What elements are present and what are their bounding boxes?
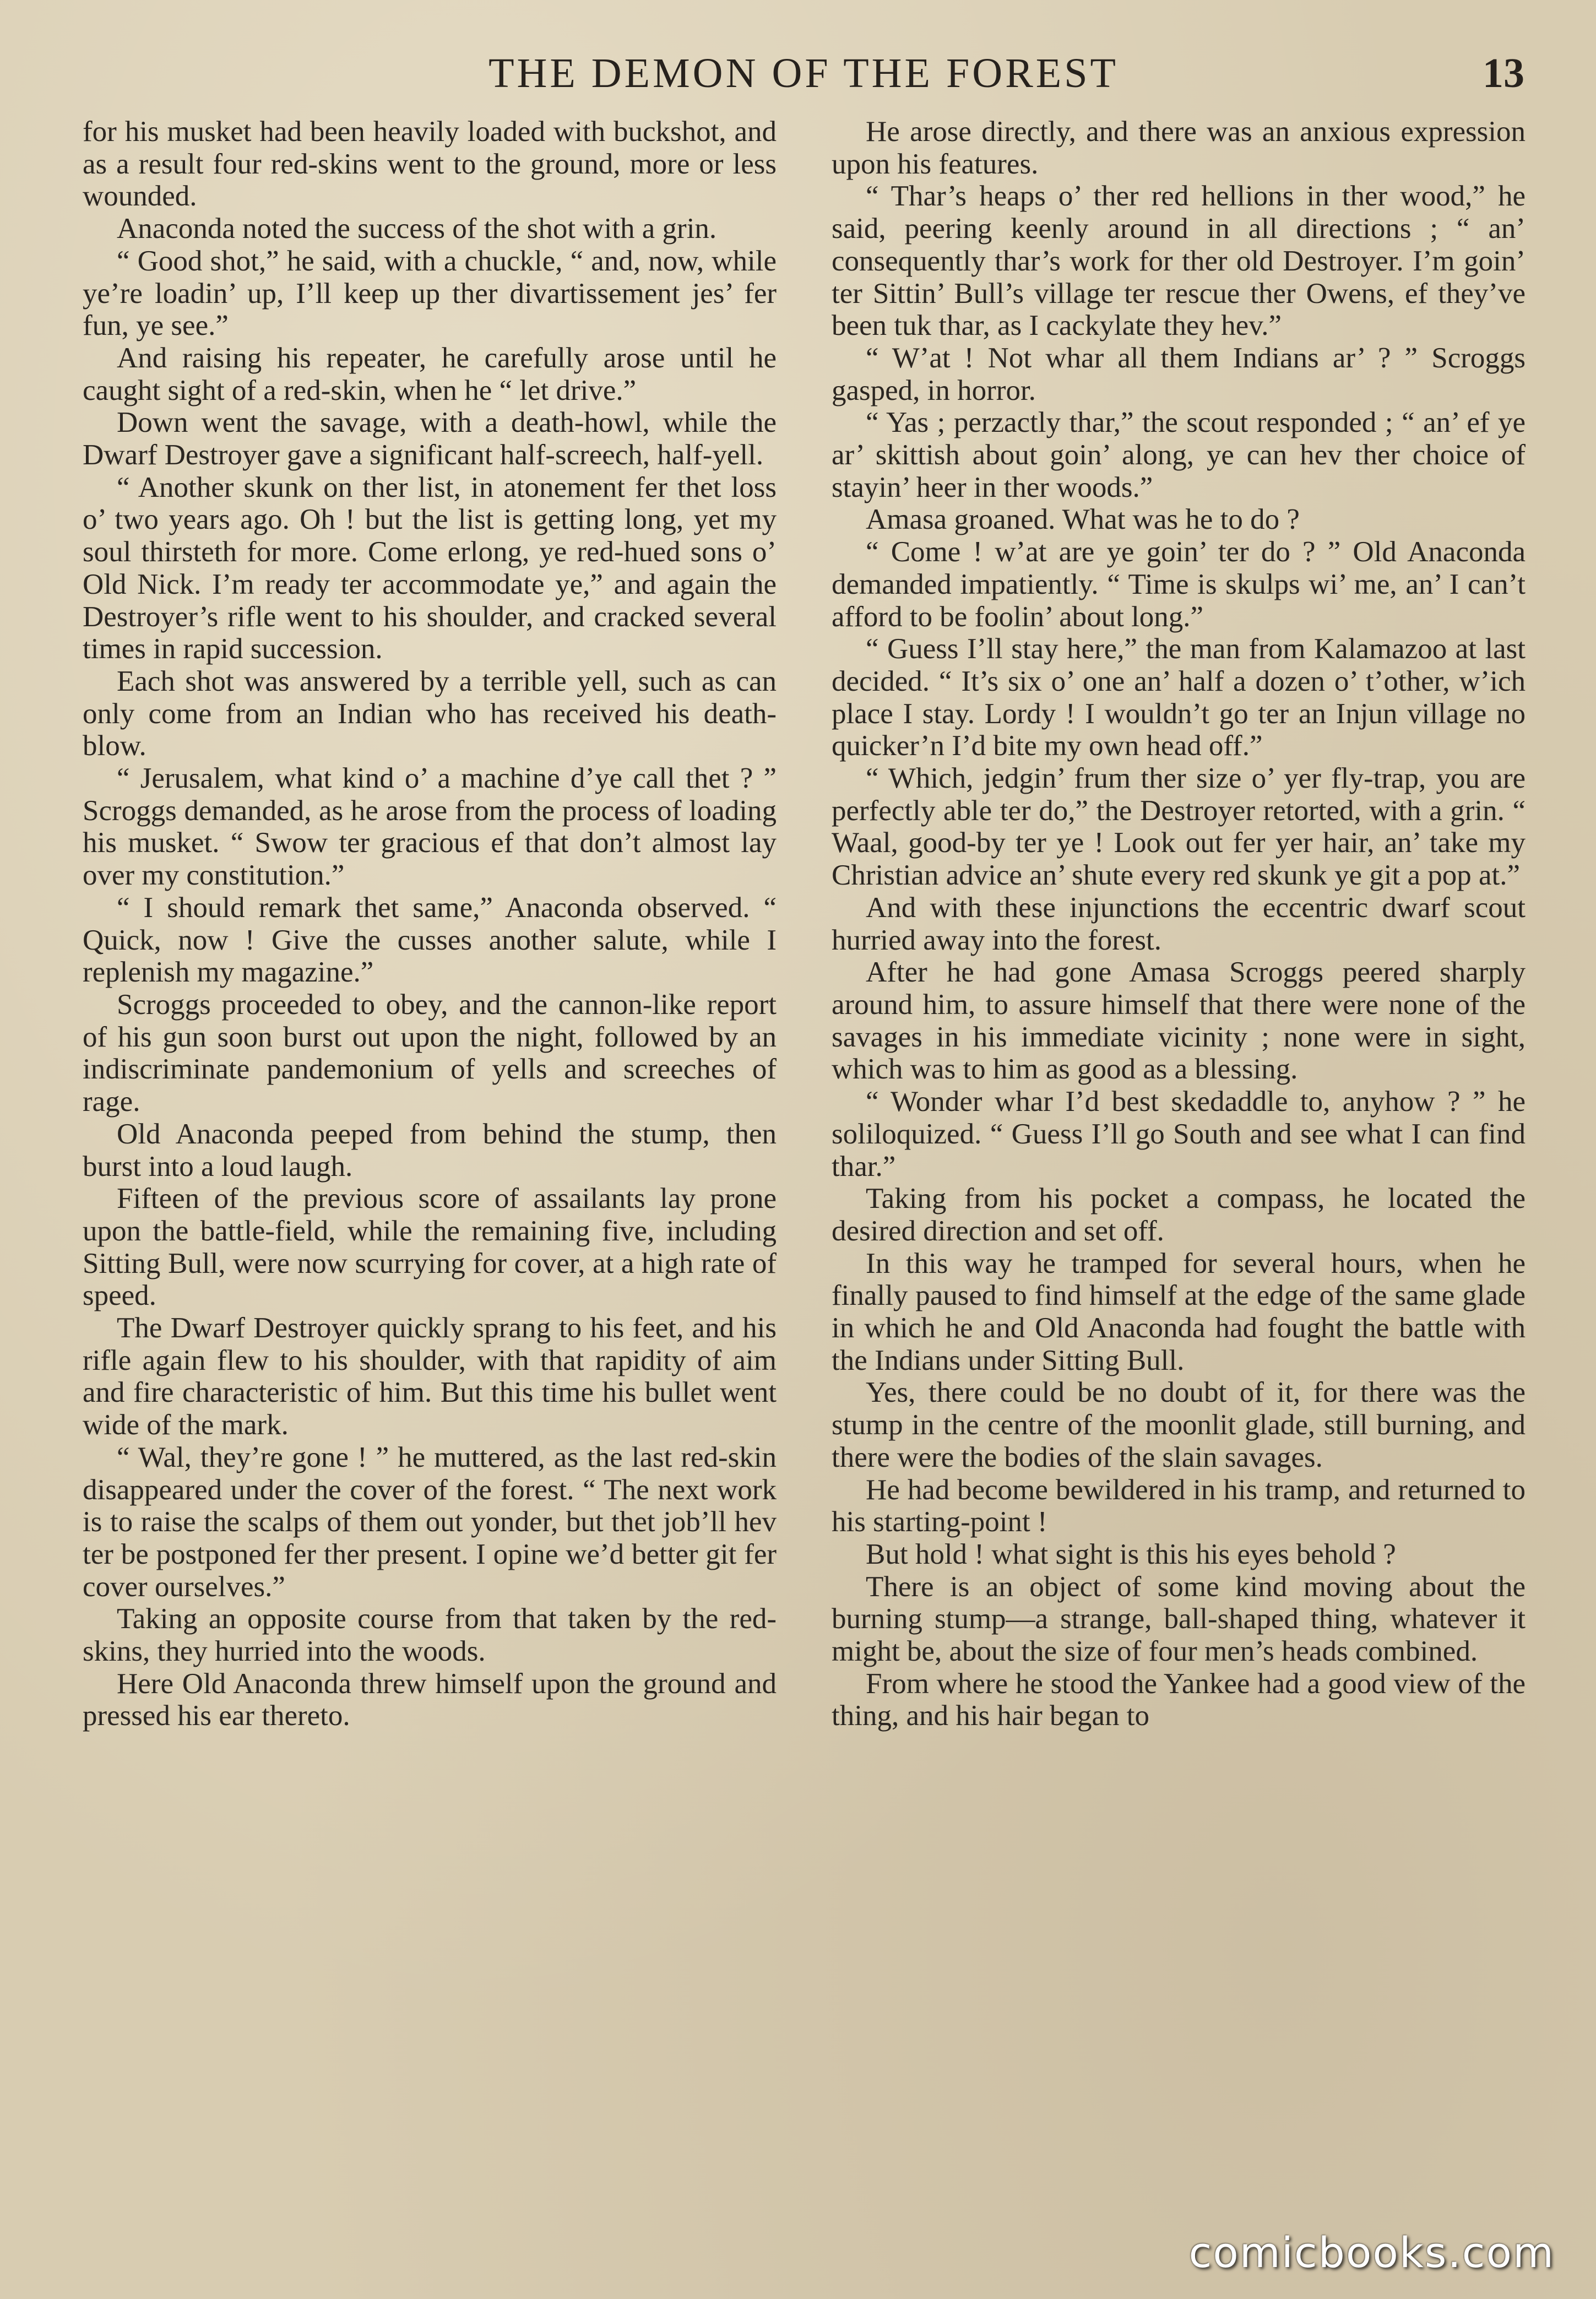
paragraph: “ Which, jedgin’ frum ther size o’ yer fly-trap, you are perfectly able ter do,” the Destroyer retorted, with a grin. “ Waal, good-by ter ye ! Look out fer yer hair, an’ take my Christian advice an’ shute every red skunk ye git a pop at.” bbox=[832, 762, 1526, 892]
paragraph: And raising his repeater, he carefully arose until he caught sight of a red-skin, when he “ let drive.” bbox=[83, 341, 777, 406]
paragraph: Yes, there could be no doubt of it, for there was the stump in the centre of the moonlit glade, still burning, and there were the bodies of the slain savages. bbox=[832, 1376, 1526, 1473]
paragraph: Down went the savage, with a death-howl, while the Dwarf Destroyer gave a significant half-screech, half-yell. bbox=[83, 406, 777, 471]
paragraph: Here Old Anaconda threw himself upon the ground and pressed his ear thereto. bbox=[83, 1667, 777, 1732]
paragraph: “ I should remark thet same,” Anaconda observed. “ Quick, now ! Give the cusses another salute, while I replenish my magazine.” bbox=[83, 891, 777, 989]
paragraph: From where he stood the Yankee had a good view of the thing, and his hair began to bbox=[832, 1667, 1526, 1732]
paragraph: He arose directly, and there was an anxious expression upon his features. bbox=[832, 116, 1526, 180]
paragraph: Scroggs proceeded to obey, and the cannon-like report of his gun soon burst out upon the night, followed by an indiscriminate pandemonium of yells and screeches of rage. bbox=[83, 988, 777, 1118]
left-column bbox=[83, 116, 777, 1732]
paragraph: “ Jerusalem, what kind o’ a machine d’ye call thet ? ” Scroggs demanded, as he arose from the process of loading his musket. “ Swow ter gracious ef that don’t almost lay over my constitution.” bbox=[83, 762, 777, 892]
paragraph: In this way he tramped for several hours, when he finally paused to find himself at the edge of the same glade in which he and Old Anaconda had fought the battle with the Indians under Sitting Bull. bbox=[832, 1247, 1526, 1376]
paragraph: “ Yas ; perzactly thar,” the scout responded ; “ an’ ef ye ar’ skittish about goin’ along, ye can hev ther choice of stayin’ heer in ther woods.” bbox=[832, 406, 1526, 503]
paragraph: “ Guess I’ll stay here,” the man from Kalamazoo at last decided. “ It’s six o’ one an’ half a dozen o’ t’other, w’ich place I stay. Lordy ! I wouldn’t go ter an Injun village no quicker’n I’d bite my own head off.” bbox=[832, 633, 1526, 762]
paragraph: for his musket had been heavily loaded with buckshot, and as a result four red-skins went to the ground, more or less wounded. bbox=[83, 116, 777, 213]
running-header bbox=[83, 50, 1524, 110]
paragraph: “ Good shot,” he said, with a chuckle, “ and, now, while ye’re loadin’ up, I’ll keep up ther divartissement jes’ fer fun, ye see.” bbox=[83, 245, 777, 342]
paragraph: Old Anaconda peeped from behind the stump, then burst into a loud laugh. bbox=[83, 1118, 777, 1183]
paragraph: Amasa groaned. What was he to do ? bbox=[866, 503, 1300, 536]
paragraph: Fifteen of the previous score of assailants lay prone upon the battle-field, while the remaining five, including Sitting Bull, were now scurrying for cover, at a high rate of speed. bbox=[83, 1183, 777, 1312]
paragraph: And with these injunctions the eccentric dwarf scout hurried away into the forest. bbox=[832, 891, 1526, 956]
paragraph: “ Wonder whar I’d best skedaddle to, anyhow ? ” he soliloquized. “ Guess I’ll go South and see what I can find thar.” bbox=[832, 1086, 1526, 1183]
paragraph: Taking from his pocket a compass, he located the desired direction and set off. bbox=[832, 1183, 1526, 1247]
page-number: 13 bbox=[1483, 50, 1524, 96]
paragraph: Taking an opposite course from that taken by the red-skins, they hurried into the woods. bbox=[83, 1603, 777, 1668]
paragraph: The Dwarf Destroyer quickly sprang to his feet, and his rifle again flew to his shoulder, with that rapidity of aim and fire characteristic of him. But this time his bullet went wide of the mark. bbox=[83, 1312, 777, 1441]
paragraph: “ W’at ! Not whar all them Indians ar’ ? ” Scroggs gasped, in horror. bbox=[832, 341, 1526, 406]
watermark-text: comicbooks.com bbox=[1188, 2228, 1555, 2277]
paragraph: He had become bewildered in his tramp, and returned to his starting-point ! bbox=[832, 1473, 1526, 1538]
paragraph: Each shot was answered by a terrible yell, such as can only come from an Indian who has received his death-blow. bbox=[83, 665, 777, 762]
running-title: THE DEMON OF THE FOREST bbox=[488, 50, 1119, 96]
paragraph: There is an object of some kind moving about the burning stump—a strange, ball-shaped thing, whatever it might be, about the size of four men’s heads combined. bbox=[832, 1570, 1526, 1668]
paragraph: After he had gone Amasa Scroggs peered sharply around him, to assure himself that there were none of the savages in his immediate vicinity ; none were in sight, which was to him as good as a blessing. bbox=[832, 956, 1526, 1086]
right-column bbox=[832, 116, 1526, 1732]
paragraph: “ Come ! w’at are ye goin’ ter do ? ” Old Anaconda demanded impatiently. “ Time is skulps wi’ me, an’ I can’t afford to be foolin’ about long.” bbox=[832, 536, 1526, 633]
paragraph: “ Another skunk on ther list, in atonement fer thet loss o’ two years ago. Oh ! but the list is getting long, yet my soul thirsteth for more. Come erlong, ye red-hued sons o’ Old Nick. I’m ready ter accommodate ye,” and again the Destroyer’s rifle went to his shoulder, and cracked several times in rapid succession. bbox=[83, 471, 777, 665]
paragraph: “ Thar’s heaps o’ ther red hellions in ther wood,” he said, peering keenly around in all directions ; “ an’ consequently thar’s work for ther old Destroyer. I’m goin’ ter Sittin’ Bull’s village ter rescue ther Owens, ef they’ve been tuk thar, as I cackylate they hev.” bbox=[832, 180, 1526, 342]
paragraph: “ Wal, they’re gone ! ” he muttered, as the last red-skin disappeared under the cover of the forest. “ The next work is to raise the scalps of them out yonder, but thet job’ll hev ter be postponed fer ther present. I opine we’d better git fer cover ourselves.” bbox=[83, 1441, 777, 1603]
paragraph: But hold ! what sight is this his eyes behold ? bbox=[866, 1538, 1396, 1570]
paragraph: Anaconda noted the success of the shot with a grin. bbox=[117, 213, 717, 245]
